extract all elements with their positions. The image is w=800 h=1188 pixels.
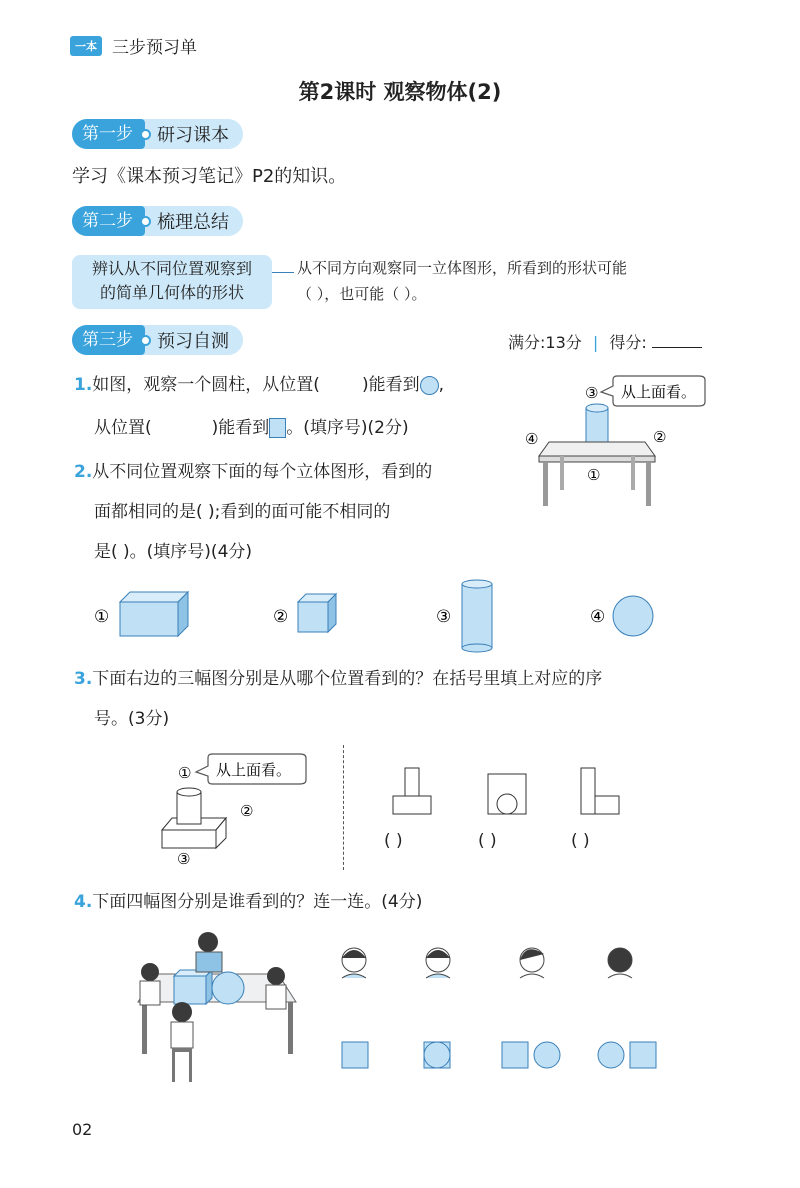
connector-line: [272, 272, 294, 273]
view-square-right: [630, 1042, 656, 1068]
q3-answer1[interactable]: ( ): [384, 831, 403, 851]
fill-line2: （ ），也可能（ ）。: [297, 285, 427, 303]
summary-line2: 的简单几何体的形状: [99, 283, 244, 302]
q3-figure: [150, 748, 330, 872]
child-3-avatar: [520, 948, 544, 978]
ball: [212, 972, 244, 1004]
q4-views: [330, 1038, 670, 1074]
q1-table-edge: [539, 456, 655, 462]
person-left-head: [141, 963, 159, 981]
person-left-body: [140, 981, 160, 1005]
chair-leg: [189, 1052, 192, 1082]
q3-line1: [74, 664, 602, 694]
got-score-label: 得分:: [609, 333, 647, 352]
q1-cylinder-top: [586, 404, 608, 412]
q2-text1: 从不同位置观察下面的每个立体图形，看到的: [92, 462, 433, 482]
step1-header: [72, 119, 243, 149]
view-a-bottom: [393, 796, 431, 814]
child-1-avatar: [342, 948, 366, 978]
q2-label3: ③: [436, 607, 452, 627]
rectangle-face-icon: [269, 418, 286, 438]
q2-line3: 是( )。(填序号)(4分): [94, 542, 253, 562]
q1-text-f: 。(填序号)(2分): [286, 418, 409, 438]
step3-header: [72, 325, 243, 355]
q2-line2: 面都相同的是( );看到的面可能不相同的: [94, 502, 391, 522]
q1-text-a: 如图，观察一个圆柱，从位置(: [92, 375, 320, 395]
q4-text: 下面四幅图分别是谁看到的？连一连。(4分): [92, 892, 423, 912]
step3-label: 第三步: [72, 325, 145, 355]
q4-number: 4.: [74, 892, 93, 912]
score-separator: |: [592, 333, 599, 352]
page-number: 02: [72, 1120, 93, 1139]
person-front-body: [171, 1022, 193, 1048]
step1-name: 研习课本: [157, 125, 229, 146]
q1-text-c: ,: [438, 375, 444, 395]
view-square: [342, 1042, 368, 1068]
person-front-head: [172, 1002, 192, 1022]
q4-children: [330, 940, 680, 990]
q1-pos3: ③: [585, 384, 599, 402]
q3-answer2[interactable]: ( ): [478, 831, 497, 851]
view-inner-circle: [424, 1042, 450, 1068]
table-leg: [142, 1002, 147, 1054]
chair-leg: [172, 1052, 175, 1082]
q1-figure: [515, 372, 715, 512]
child-2-avatar: [426, 948, 450, 978]
step2-header: [72, 206, 243, 236]
brand-badge: 一本: [70, 36, 102, 56]
q1-pos2: ②: [653, 428, 667, 446]
score-blank[interactable]: [652, 347, 702, 348]
q1-cylinder: [586, 408, 608, 442]
q3-cylinder: [177, 792, 201, 824]
q1-line1: [74, 370, 444, 400]
q3-answer3[interactable]: ( ): [571, 831, 590, 851]
cuboid-top: [120, 592, 188, 602]
step-dot-icon: [140, 335, 151, 346]
step3-name: 预习自测: [157, 331, 229, 352]
full-score: 满分:13分: [508, 333, 582, 352]
q1-line2: [94, 413, 409, 443]
q3-views: [385, 766, 635, 816]
cuboid-front: [120, 602, 178, 636]
q3-base-front: [162, 830, 216, 848]
person-top-head: [198, 932, 218, 952]
q1-pos4: ④: [525, 430, 539, 448]
series-title: 三步预习单: [112, 38, 197, 58]
circle-face-icon: [420, 376, 439, 395]
q4-scene: [128, 926, 308, 1086]
view-b-circle: [497, 794, 517, 814]
q2-label1: ①: [94, 607, 110, 627]
q4-line: [74, 887, 422, 917]
q3-pos1: ①: [178, 764, 192, 782]
step2-name: 梳理总结: [157, 212, 229, 233]
q1-text-b: )能看到: [361, 375, 420, 395]
q1-number: 1.: [74, 375, 93, 395]
q1-text-d: 从位置(: [94, 418, 152, 438]
step-dot-icon: [140, 129, 151, 140]
view-c-tall: [581, 768, 595, 814]
step1-text: 学习《课本预习笔记》P2的知识。: [72, 166, 347, 187]
person-right-head: [267, 967, 285, 985]
cube-front: [298, 602, 328, 632]
step-dot-icon: [140, 216, 151, 227]
view-c-low: [595, 796, 619, 814]
q3-bubble-text: 从上面看。: [216, 761, 292, 779]
summary-box: [72, 255, 272, 309]
q1-table-leg: [560, 456, 564, 490]
cylinder-top: [462, 580, 492, 588]
q3-number: 3.: [74, 669, 93, 689]
q1-pos1: ①: [587, 466, 601, 484]
sphere: [613, 596, 653, 636]
q1-text-e: )能看到: [211, 418, 270, 438]
q3-cylinder-top: [177, 788, 201, 796]
q2-shapes: [90, 578, 690, 654]
child-4-avatar: [608, 948, 632, 978]
step2-label: 第二步: [72, 206, 145, 236]
score-line: [508, 330, 702, 353]
divider: [343, 745, 344, 870]
step1-label: 第一步: [72, 119, 145, 149]
q1-table-leg: [631, 456, 635, 490]
q1-table-leg: [646, 462, 651, 506]
view-a-top: [405, 768, 419, 796]
summary-line1: 辨认从不同位置观察到: [91, 259, 252, 278]
q2-line1: [74, 457, 432, 487]
q3-pos3: ③: [177, 850, 191, 868]
q1-table-leg: [543, 462, 548, 506]
person-top-body: [196, 952, 222, 972]
view-circle-left: [598, 1042, 624, 1068]
cylinder-body: [462, 584, 492, 648]
q2-label4: ④: [590, 607, 606, 627]
view-circle-right: [534, 1042, 560, 1068]
q1-bubble-text: 从上面看。: [621, 383, 697, 401]
fill-line1: 从不同方向观察同一立体图形，所看到的形状可能: [297, 259, 628, 277]
q2-label2: ②: [273, 607, 289, 627]
view-square-left: [502, 1042, 528, 1068]
q3-pos2: ②: [240, 802, 254, 820]
person-right-body: [266, 985, 286, 1009]
chair-seat: [172, 1048, 192, 1052]
q1-table-top: [539, 442, 655, 456]
q3-line2: 号。(3分): [94, 709, 170, 729]
q2-number: 2.: [74, 462, 93, 482]
q3-text1: 下面右边的三幅图分别是从哪个位置看到的？在括号里填上对应的序: [92, 669, 603, 689]
page-title: 第2课时 观察物体(2): [298, 80, 502, 104]
cylinder-bottom: [462, 644, 492, 652]
cube-front: [174, 976, 206, 1004]
table-leg: [288, 1002, 293, 1054]
cube-side: [206, 970, 212, 1004]
